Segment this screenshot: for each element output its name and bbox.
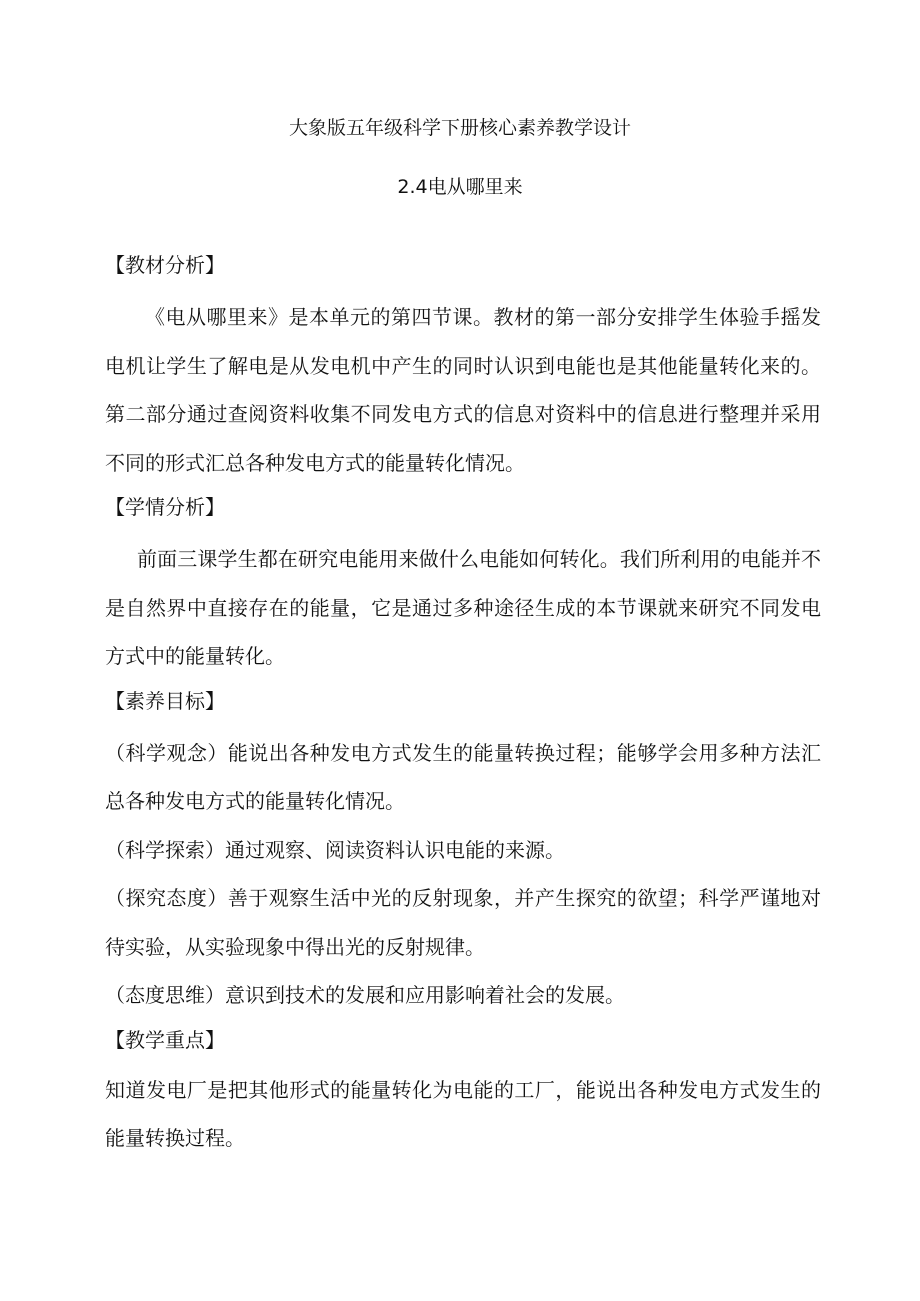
teaching-focus-paragraph: 知道发电厂是把其他形式的能量转化为电能的工厂，能说出各种发电方式发生的能量转换过程。 — [105, 1077, 821, 1150]
section-heading-literacy-goals: 【素养目标】 — [105, 688, 225, 713]
section-heading-teaching-focus: 【教学重点】 — [105, 1027, 225, 1052]
section-heading-student-analysis: 【学情分析】 — [105, 495, 225, 519]
student-analysis-paragraph: 前面三课学生都在研究电能用来做什么电能如何转化。我们所利用的电能并不是自然界中直接存在的能量，它是通过多种途径生成的本节课就来研究不同发电方式中的能量转化。 — [105, 547, 821, 668]
document-title: 大象版五年级科学下册核心素养教学设计 — [288, 117, 631, 139]
goal-item-science-exploration: （科学探索）通过观察、阅读资料认识电能的来源。 — [105, 837, 565, 862]
goal-item-inquiry-attitude: （探究态度）善于观察生活中光的反射现象，并产生探究的欲望；科学严谨地对待实验，从实验现象中得出光的反射规律。 — [105, 886, 821, 959]
section-heading-textbook-analysis: 【教材分析】 — [105, 253, 225, 277]
goal-item-attitude-thinking: （态度思维）意识到技术的发展和应用影响着社会的发展。 — [105, 983, 625, 1007]
goal-item-science-concept: （科学观念）能说出各种发电方式发生的能量转换过程；能够学会用多种方法汇总各种发电方式的能量转化情况。 — [105, 740, 821, 813]
document-body — [105, 245, 821, 1163]
textbook-analysis-paragraph: 《电从哪里来》是本单元的第四节课。教材的第一部分安排学生体验手摇发电机让学生了解电是从发电机中产生的同时认识到电能也是其他能量转化来的。第二部分通过查阅资料收集不同发电方式的信息对资料中的信息进行整理并采用不同的形式汇总各种发电方式的能量转化情况。 — [105, 305, 821, 475]
lesson-title: 2.4电从哪里来 — [397, 176, 523, 198]
